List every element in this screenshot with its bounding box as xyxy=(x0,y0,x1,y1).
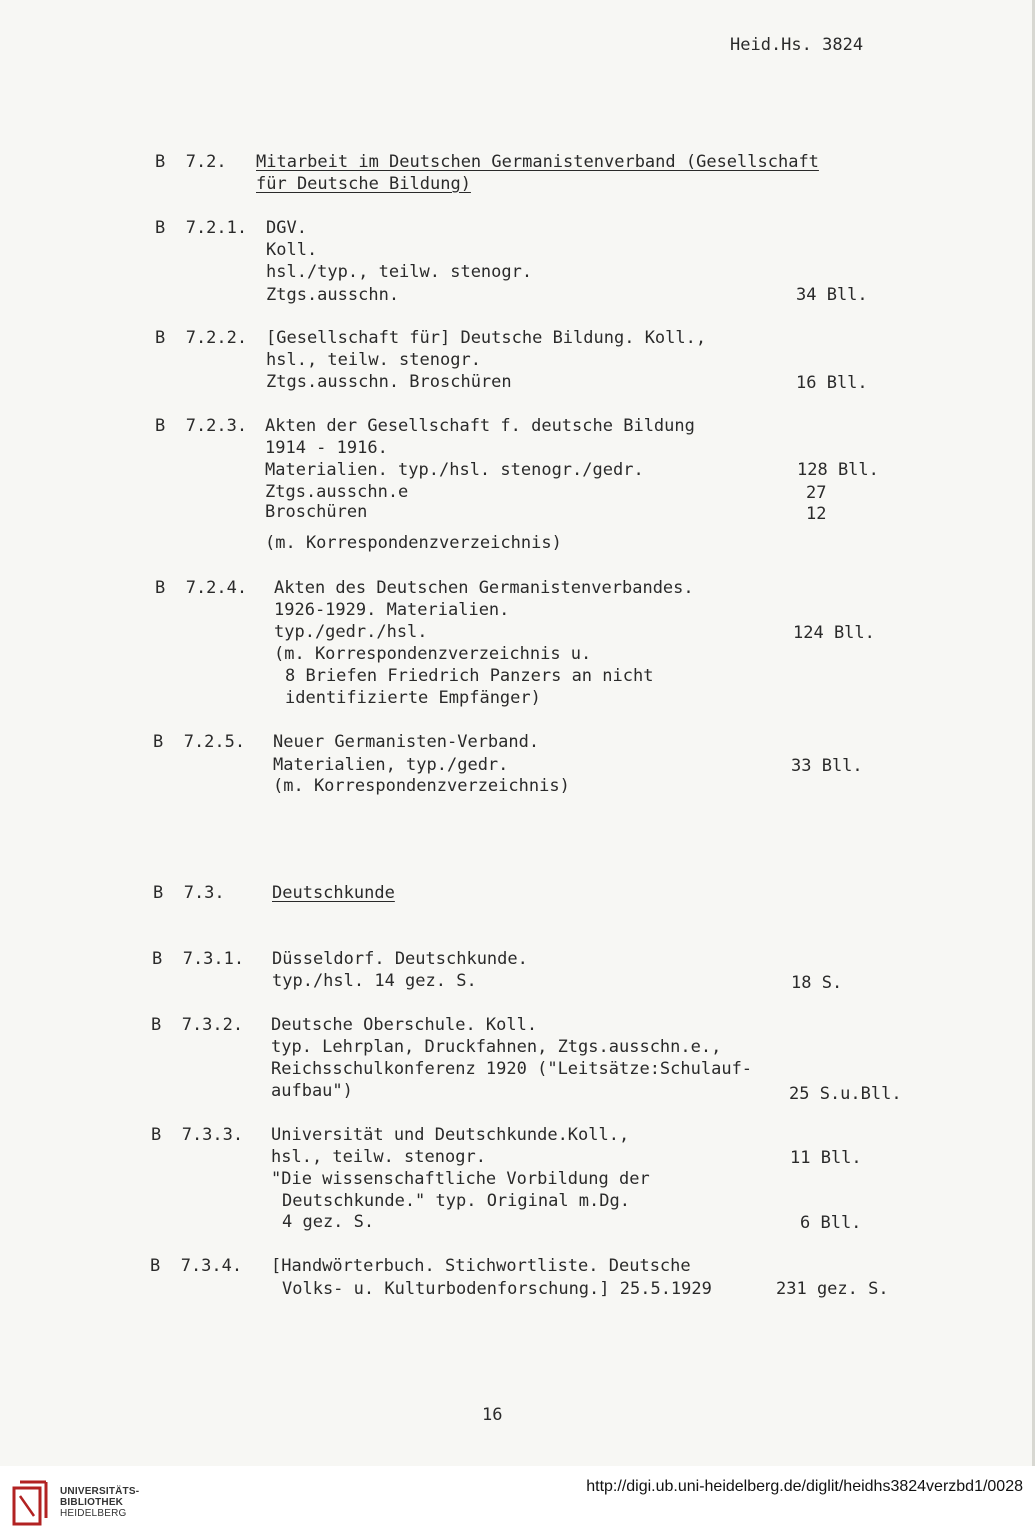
entry-line: Universität und Deutschkunde.Koll., xyxy=(271,1125,630,1145)
entry-line: hsl., teilw. stenogr. xyxy=(271,1147,486,1167)
entry-line: typ./gedr./hsl. xyxy=(274,622,428,642)
entry-line: aufbau") xyxy=(271,1081,353,1101)
entry-line: typ. Lehrplan, Druckfahnen, Ztgs.ausschn.e., xyxy=(271,1037,722,1057)
entry-code: B 7.3.3. xyxy=(151,1125,244,1145)
entry-note: 8 Briefen Friedrich Panzers an nicht xyxy=(285,666,654,686)
entry-line: Ztgs.ausschn. Broschüren xyxy=(266,372,512,392)
library-name xyxy=(60,1486,139,1519)
entry-line: Volks- u. Kulturbodenforschung.] 25.5.1929 xyxy=(282,1279,712,1299)
footer-bar xyxy=(0,1466,1035,1540)
entry-line: Koll. xyxy=(266,240,318,260)
entry-line: Materialien, typ./gedr. xyxy=(273,755,509,775)
entry-note: (m. Korrespondenzverzeichnis u. xyxy=(274,644,592,664)
page-number: 16 xyxy=(482,1405,503,1425)
source-url-link[interactable]: http://digi.ub.uni-heidelberg.de/diglit/heidhs3824verzbd1/0028 xyxy=(586,1478,1023,1495)
entry-note: (m. Korrespondenzverzeichnis) xyxy=(265,533,562,553)
leaf-count: 25 S.u.Bll. xyxy=(789,1084,902,1104)
entry-line: Ztgs.ausschn. xyxy=(266,285,400,305)
entry-code: B 7.2.1. xyxy=(155,218,248,238)
entry-line: Materialien. typ./hsl. stenogr./gedr. xyxy=(265,460,644,480)
section-title-cont: für Deutsche Bildung) xyxy=(256,174,471,194)
section-code: B 7.2. xyxy=(155,152,227,172)
leaf-count: 27 xyxy=(806,483,827,503)
shelfmark: Heid.Hs. 3824 xyxy=(730,35,864,55)
entry-code: B 7.2.3. xyxy=(155,416,248,436)
leaf-count: 11 Bll. xyxy=(790,1148,862,1168)
leaf-count: 6 Bll. xyxy=(800,1213,862,1233)
entry-line: "Die wissenschaftliche Vorbildung der xyxy=(271,1169,650,1189)
entry-note: (m. Korrespondenzverzeichnis) xyxy=(273,776,570,796)
entry-code: B 7.2.4. xyxy=(155,578,248,598)
entry-code: B 7.2.5. xyxy=(153,732,246,752)
entry-code: B 7.2.2. xyxy=(155,328,248,348)
page-count: 231 gez. S. xyxy=(776,1279,889,1299)
entry-line: [Handwörterbuch. Stichwortliste. Deutsche xyxy=(271,1256,691,1276)
entry-line: [Gesellschaft für] Deutsche Bildung. Koll., xyxy=(266,328,707,348)
entry-line: Düsseldorf. Deutschkunde. xyxy=(272,949,528,969)
leaf-count: 16 Bll. xyxy=(796,373,868,393)
entry-line: 4 gez. S. xyxy=(282,1212,375,1232)
entry-line: 1914 - 1916. xyxy=(265,438,388,458)
entry-line: typ./hsl. 14 gez. S. xyxy=(272,971,477,991)
entry-line: Akten des Deutschen Germanistenverbandes. xyxy=(274,578,694,598)
entry-line: Ztgs.ausschn.e xyxy=(265,482,409,502)
library-logo-icon xyxy=(12,1474,52,1530)
entry-line: Neuer Germanisten-Verband. xyxy=(273,732,540,752)
section-code: B 7.3. xyxy=(153,883,225,903)
library-name-line: HEIDELBERG xyxy=(60,1508,127,1519)
entry-note: identifizierte Empfänger) xyxy=(285,688,541,708)
entry-line: Deutschkunde." typ. Original m.Dg. xyxy=(282,1191,630,1211)
entry-line: Broschüren xyxy=(265,502,368,522)
entry-line: Deutsche Oberschule. Koll. xyxy=(271,1015,538,1035)
entry-line: hsl./typ., teilw. stenogr. xyxy=(266,262,533,282)
section-title: Mitarbeit im Deutschen Germanistenverband (Gesellschaft xyxy=(256,152,819,172)
leaf-count: 33 Bll. xyxy=(791,756,863,776)
leaf-count: 18 S. xyxy=(791,973,843,993)
entry-line: Reichsschulkonferenz 1920 ("Leitsätze:Schulauf- xyxy=(271,1059,753,1079)
section-title: Deutschkunde xyxy=(272,883,395,903)
library-name-line: BIBLIOTHEK xyxy=(60,1497,124,1508)
entry-line: Akten der Gesellschaft f. deutsche Bildung xyxy=(265,416,695,436)
entry-code: B 7.3.2. xyxy=(151,1015,244,1035)
leaf-count: 12 xyxy=(806,504,827,524)
entry-code: B 7.3.1. xyxy=(152,949,245,969)
leaf-count: 124 Bll. xyxy=(793,623,875,643)
leaf-count: 128 Bll. xyxy=(797,460,879,480)
library-name-line: UNIVERSITÄTS- xyxy=(60,1486,140,1497)
entry-line: 1926-1929. Materialien. xyxy=(274,600,510,620)
entry-line: DGV. xyxy=(266,218,307,238)
leaf-count: 34 Bll. xyxy=(796,285,868,305)
entry-line: hsl., teilw. stenogr. xyxy=(266,350,481,370)
entry-code: B 7.3.4. xyxy=(150,1256,243,1276)
